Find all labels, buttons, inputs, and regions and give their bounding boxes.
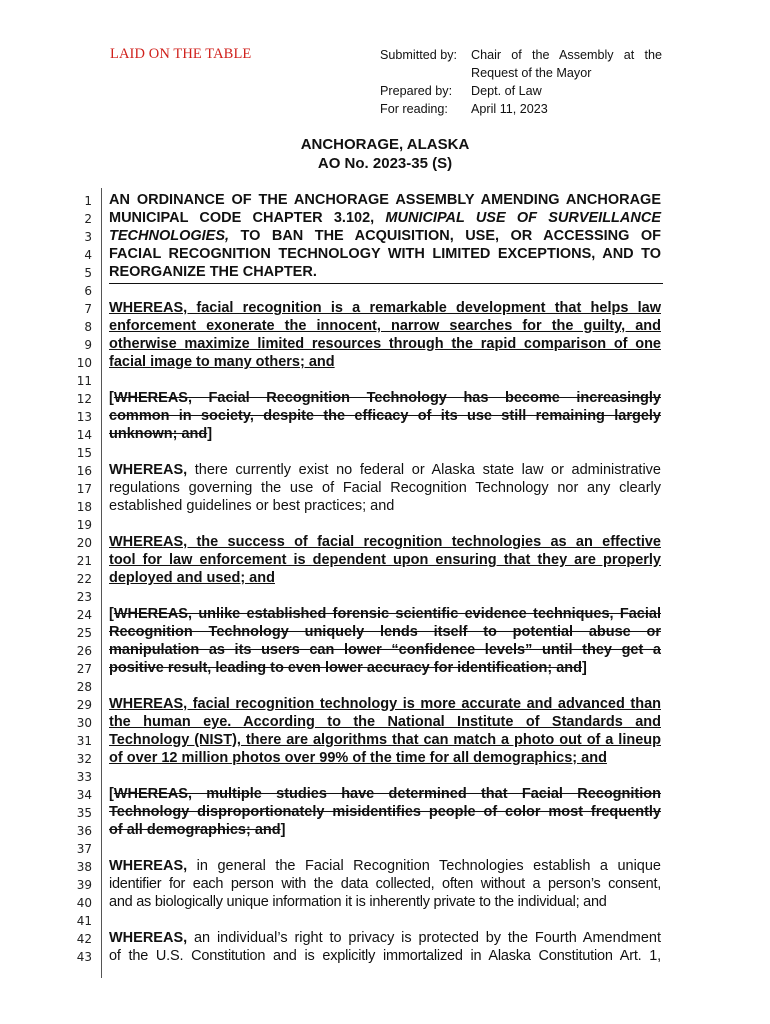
line-number: 10 xyxy=(76,356,92,370)
deleted-text: unknown; and xyxy=(109,426,208,442)
line-number: 35 xyxy=(76,806,92,820)
line-number: 33 xyxy=(76,770,92,784)
line-number: 24 xyxy=(76,608,92,622)
clause-line: WHEREAS, facial recognition is a remarkable development that helps law xyxy=(109,300,661,316)
whereas-clause-deleted-1 xyxy=(109,389,661,443)
line-number: 26 xyxy=(76,644,92,658)
line-number: 13 xyxy=(76,410,92,424)
clause-line: and as biologically unique information it is inherently private to the individual; and xyxy=(109,894,607,910)
heading-city: ANCHORAGE, ALASKA xyxy=(300,136,470,153)
line-number: 43 xyxy=(76,950,92,964)
title-italic-text: TECHNOLOGIES, xyxy=(109,228,230,244)
line-number: 1 xyxy=(84,194,92,208)
bracket-close: ] xyxy=(280,822,286,838)
line-number: 23 xyxy=(76,590,92,604)
line-number: 19 xyxy=(76,518,92,532)
line-number: 9 xyxy=(84,338,92,352)
whereas-lead: WHEREAS, xyxy=(109,462,188,478)
title-line xyxy=(109,209,661,227)
title-text: TO BAN THE ACQUISITION, USE, OR ACCESSING OF xyxy=(229,228,661,244)
clause-line: WHEREAS, facial recognition technology is more accurate and advanced than xyxy=(109,696,661,712)
heading-ao-number: AO No. 2023-35 (S) xyxy=(317,155,453,172)
line-number: 21 xyxy=(76,554,92,568)
clause-line xyxy=(109,821,661,839)
clause-line: tool for law enforcement is dependent upon ensuring that they are properly xyxy=(109,552,661,568)
line-number: 39 xyxy=(76,878,92,892)
deleted-text: WHEREAS, Facial Recognition Technology has become increasingly xyxy=(113,390,661,406)
clause-line: Technology disproportionately misidentifies people of color most frequently xyxy=(109,804,661,820)
clause-line: of over 12 million photos over 99% of the time for all demographics; and xyxy=(109,750,607,766)
deleted-text: WHEREAS, unlike established forensic scientific evidence techniques, Facial xyxy=(113,606,661,622)
line-number: 5 xyxy=(84,266,92,280)
line-number: 28 xyxy=(76,680,92,694)
title-line: AN ORDINANCE OF THE ANCHORAGE ASSEMBLY AMENDING ANCHORAGE xyxy=(109,192,661,208)
whereas-clause-existing-3 xyxy=(109,929,661,965)
bracket-open: [ xyxy=(109,606,114,622)
clause-line: identifier for each person with the data collected, often without a person’s consent, xyxy=(109,876,661,892)
clause-line xyxy=(109,659,661,677)
clause-line: established guidelines or best practices; and xyxy=(109,498,395,514)
whereas-clause-deleted-3 xyxy=(109,785,661,839)
line-number: 41 xyxy=(76,914,92,928)
bracket-close: ] xyxy=(207,426,213,442)
line-number: 17 xyxy=(76,482,92,496)
clause-line xyxy=(109,857,661,875)
deleted-text: WHEREAS, multiple studies have determined that Facial Recognition xyxy=(113,786,661,802)
clause-line: otherwise maximize limited resources through the rapid comparison of one xyxy=(109,336,661,352)
clause-line: facial image to many others; and xyxy=(109,354,335,370)
clause-line xyxy=(109,605,661,623)
line-number: 27 xyxy=(76,662,92,676)
ordinance-title xyxy=(109,191,661,281)
line-number: 37 xyxy=(76,842,92,856)
title-line: REORGANIZE THE CHAPTER. xyxy=(109,264,317,280)
title-text: MUNICIPAL CODE CHAPTER 3.102, xyxy=(109,210,386,226)
submitted-by-row xyxy=(380,46,662,82)
line-number: 40 xyxy=(76,896,92,910)
line-number: 38 xyxy=(76,860,92,874)
line-number: 6 xyxy=(84,284,92,298)
whereas-lead: WHEREAS, xyxy=(109,858,188,874)
line-number: 11 xyxy=(76,374,92,388)
margin-rule xyxy=(101,188,102,978)
clause-line: Recognition Technology uniquely lends itself to potential abuse or xyxy=(109,624,661,640)
clause-line: common in society, despite the efficacy of its use still remaining largely xyxy=(109,408,661,424)
clause-line: of the U.S. Constitution and is explicitly immortalized in Alaska Constitution Art. 1, xyxy=(109,948,661,964)
clause-line: WHEREAS, the success of facial recognition technologies as an effective xyxy=(109,534,661,550)
line-number: 20 xyxy=(76,536,92,550)
title-line: FACIAL RECOGNITION TECHNOLOGY WITH LIMITED EXCEPTIONS, AND TO xyxy=(109,246,661,262)
whereas-clause-existing-1 xyxy=(109,461,661,515)
line-number: 14 xyxy=(76,428,92,442)
submitted-by-label: Submitted by: xyxy=(380,48,458,62)
line-number: 29 xyxy=(76,698,92,712)
submitted-by-line-1: Chair of the Assembly at the xyxy=(471,48,662,62)
line-number: 31 xyxy=(76,734,92,748)
line-number: 3 xyxy=(84,230,92,244)
for-reading-row xyxy=(380,100,662,118)
line-number: 25 xyxy=(76,626,92,640)
whereas-clause-deleted-2 xyxy=(109,605,661,677)
line-number: 30 xyxy=(76,716,92,730)
whereas-clause-added-3 xyxy=(109,695,661,767)
submission-metadata xyxy=(380,46,662,118)
clause-text: in general the Facial Recognition Technologies establish a unique xyxy=(187,858,661,874)
submitted-by-line-2: Request of the Mayor xyxy=(471,66,592,80)
clause-line: regulations governing the use of Facial Recognition Technology nor any clearly xyxy=(109,480,661,496)
line-number: 2 xyxy=(84,212,92,226)
line-number: 4 xyxy=(84,248,92,262)
submitted-by-value xyxy=(471,46,662,82)
line-number: 12 xyxy=(76,392,92,406)
for-reading-label: For reading: xyxy=(380,102,448,116)
title-underline-rule xyxy=(109,283,663,284)
clause-line xyxy=(109,929,661,947)
deleted-text: positive result, leading to even lower accuracy for identification; and xyxy=(109,660,582,676)
clause-line: deployed and used; and xyxy=(109,570,275,586)
laid-on-table-stamp: LAID ON THE TABLE xyxy=(110,46,252,62)
line-number: 16 xyxy=(76,464,92,478)
clause-line xyxy=(109,425,661,443)
clause-line: enforcement exonerate the innocent, narrow searches for the guilty, and xyxy=(109,318,661,334)
line-number: 34 xyxy=(76,788,92,802)
line-numbers xyxy=(60,191,92,965)
line-number: 36 xyxy=(76,824,92,838)
whereas-lead: WHEREAS, xyxy=(109,930,188,946)
whereas-clause-added-2 xyxy=(109,533,661,587)
title-italic-text: MUNICIPAL USE OF SURVEILLANCE xyxy=(385,210,661,226)
prepared-by-label: Prepared by: xyxy=(380,84,453,98)
clause-line xyxy=(109,461,661,479)
line-number: 18 xyxy=(76,500,92,514)
line-number: 32 xyxy=(76,752,92,766)
line-number: 8 xyxy=(84,320,92,334)
line-number: 22 xyxy=(76,572,92,586)
clause-line xyxy=(109,389,661,407)
clause-text: there currently exist no federal or Alaska state law or administrative xyxy=(187,462,661,478)
bracket-close: ] xyxy=(581,660,587,676)
for-reading-value: April 11, 2023 xyxy=(471,102,548,116)
line-number: 7 xyxy=(84,302,92,316)
clause-line xyxy=(109,785,661,803)
clause-text: an individual’s right to privacy is protected by the Fourth Amendment xyxy=(187,930,661,946)
prepared-by-row xyxy=(380,82,662,100)
clause-line: the human eye. According to the National Institute of Standards and xyxy=(109,714,661,730)
deleted-text: of all demographics; and xyxy=(109,822,281,838)
title-line xyxy=(109,227,661,245)
whereas-clause-added-1 xyxy=(109,299,661,371)
bracket-open: [ xyxy=(109,390,114,406)
line-number: 42 xyxy=(76,932,92,946)
clause-line: manipulation as its users can lower “confidence levels” until they get a xyxy=(109,642,661,658)
whereas-clause-existing-2 xyxy=(109,857,661,911)
prepared-by-value: Dept. of Law xyxy=(471,84,542,98)
line-number: 15 xyxy=(76,446,92,460)
bracket-open: [ xyxy=(109,786,114,802)
clause-line: Technology (NIST), there are algorithms that can match a photo out of a lineup xyxy=(109,732,661,748)
